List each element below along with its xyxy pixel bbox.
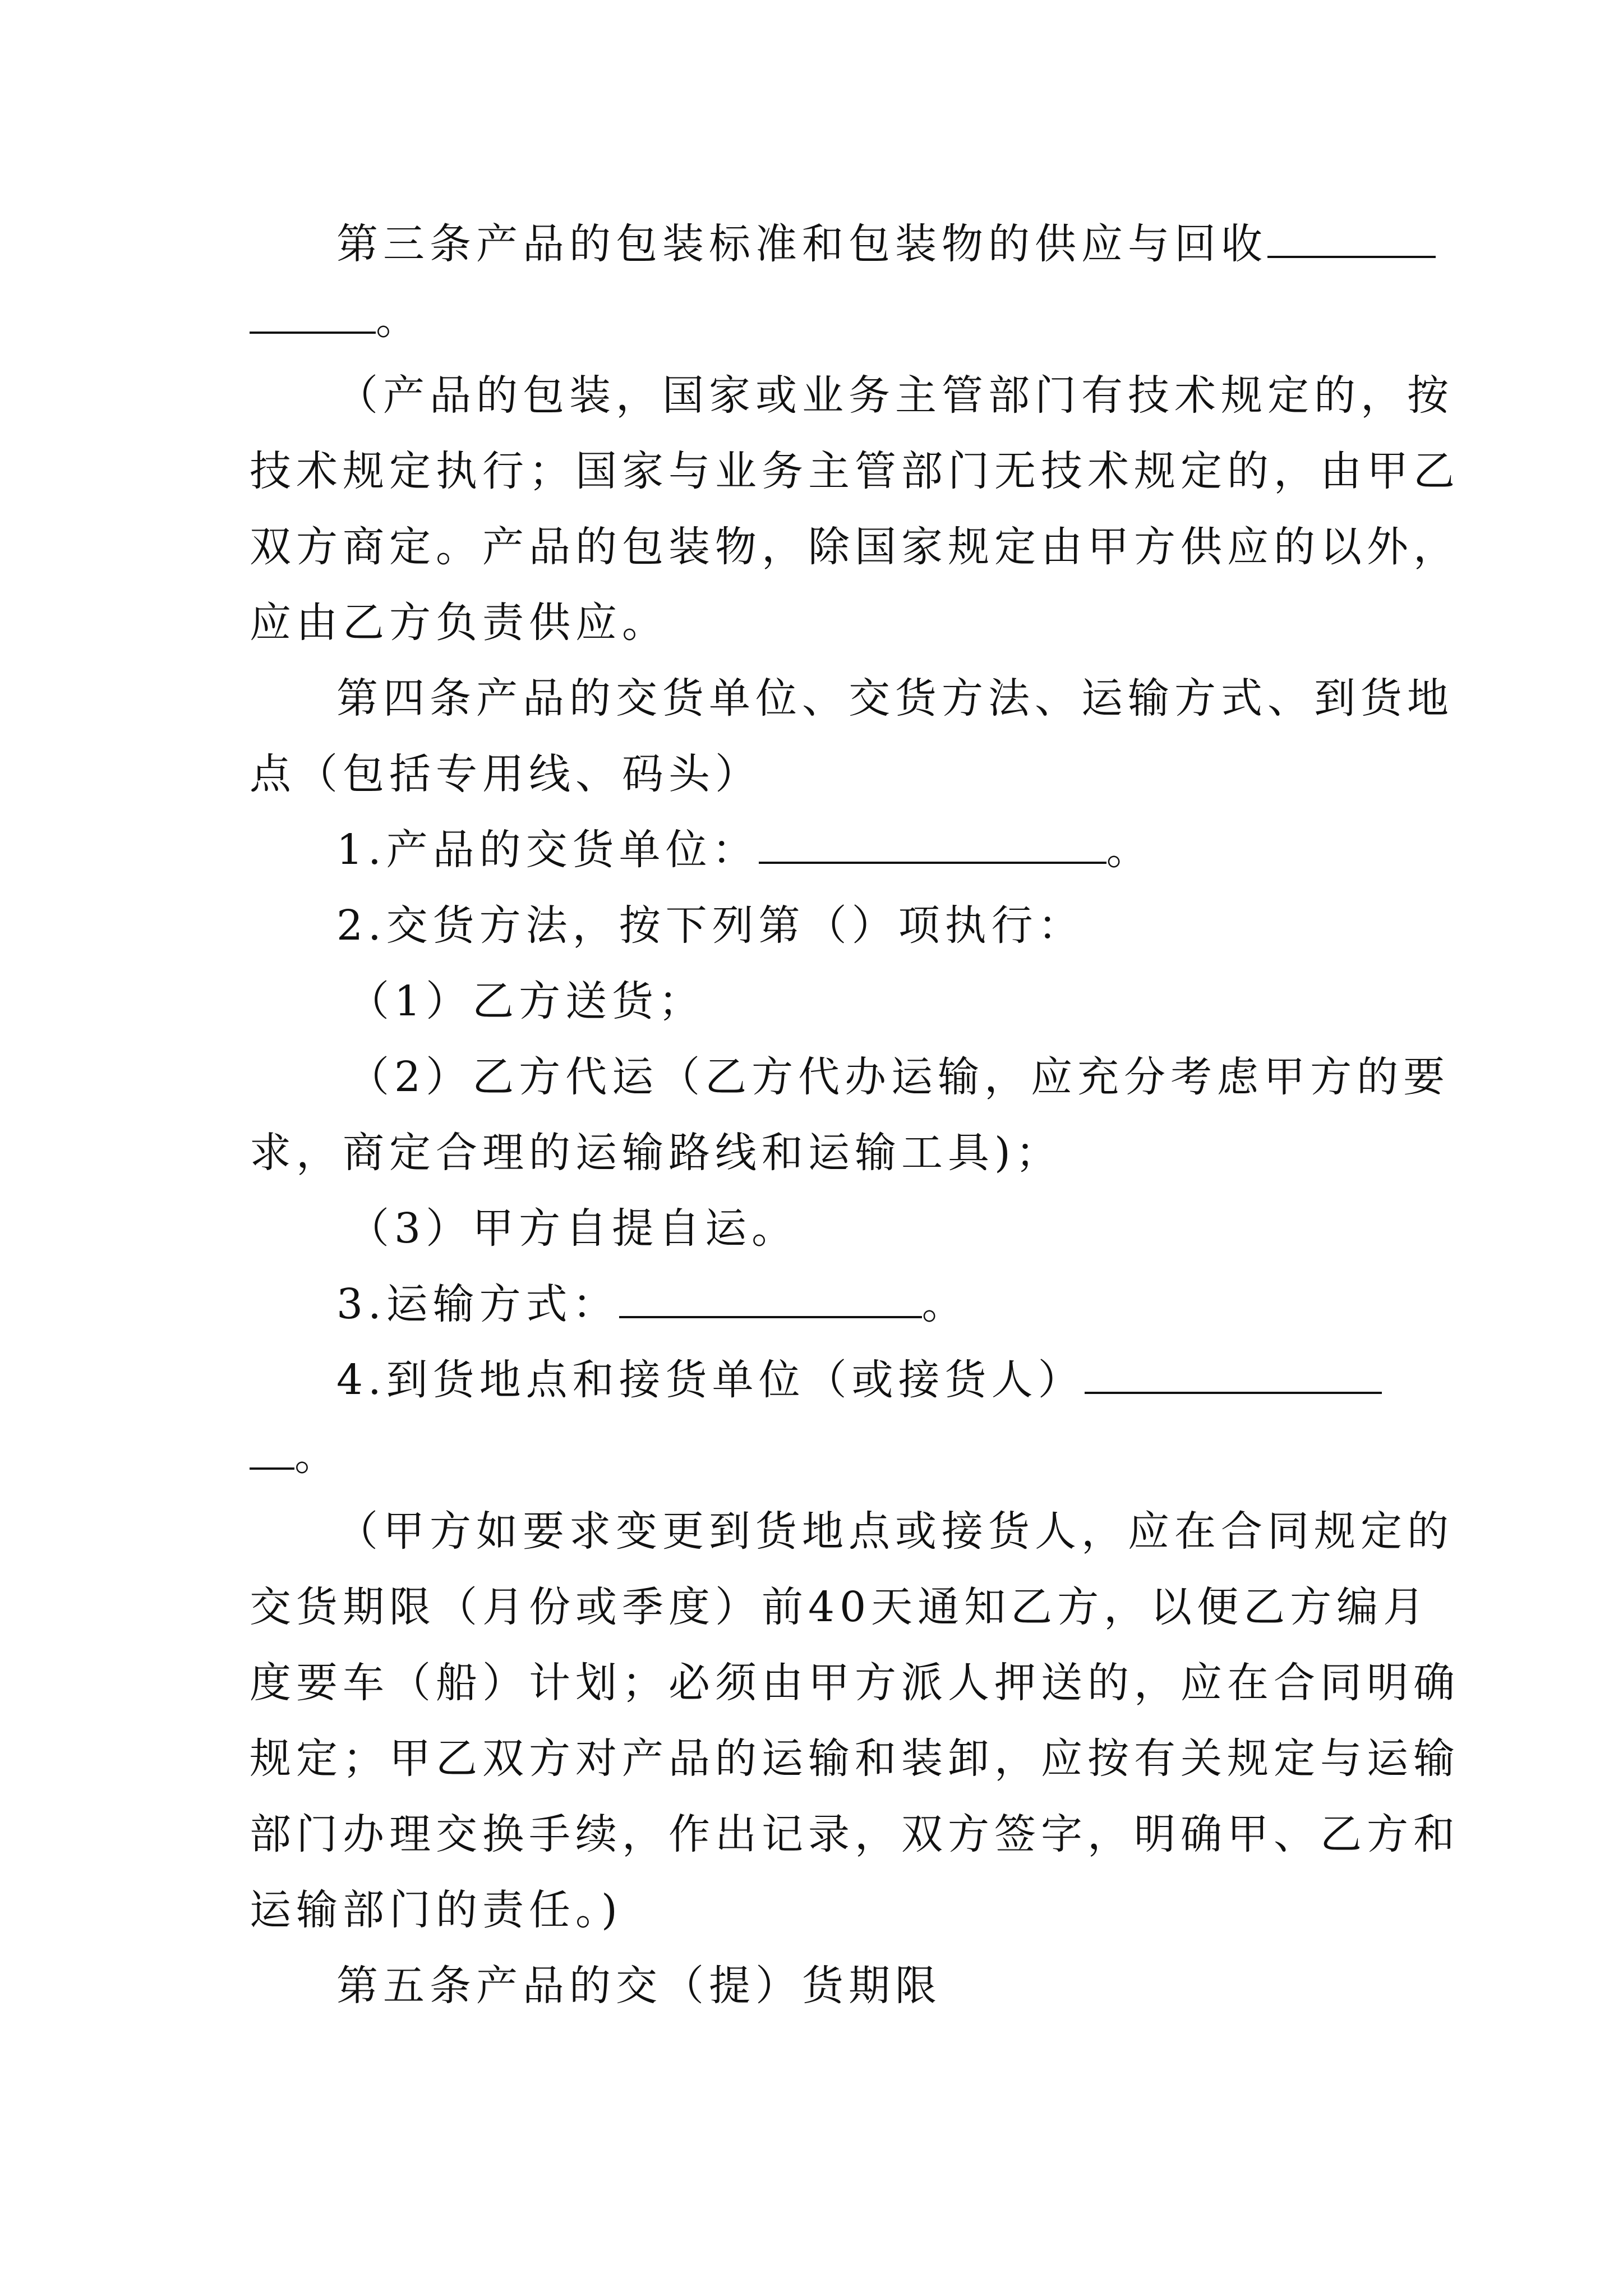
item-4-label: 4.到货地点和接货单位（或接货人） xyxy=(336,1356,1085,1404)
item-3 xyxy=(336,1276,969,1332)
article-3-note-line: 技术规定执行；国家与业务主管部门无技术规定的，由甲乙 xyxy=(250,447,1460,495)
fill-blank[interactable] xyxy=(250,1428,294,1470)
article-3-heading-cont xyxy=(250,292,422,348)
fill-blank[interactable] xyxy=(759,822,1106,864)
period: 。 xyxy=(1106,826,1153,874)
article-3-note-line: 应由乙方负责供应。 xyxy=(250,599,668,647)
item-4-note-line: （甲方如要求变更到货地点或接货人，应在合同规定的 xyxy=(336,1507,1454,1556)
article-4-heading-cont: 点（包括专用线、码头） xyxy=(250,750,762,798)
fill-blank[interactable] xyxy=(619,1277,922,1318)
article-4-heading: 第四条产品的交货单位、交货方法、运输方式、到货地 xyxy=(336,674,1454,723)
article-3-heading xyxy=(336,216,1436,272)
article-3-note-line: 双方商定。产品的包装物，除国家规定由甲方供应的以外， xyxy=(250,523,1460,571)
item-3-label: 3.运输方式： xyxy=(336,1280,619,1328)
fill-blank[interactable] xyxy=(1267,217,1436,258)
item-1-label: 1.产品的交货单位： xyxy=(336,826,759,874)
option-2-cont: 求，商定合理的运输路线和运输工具)； xyxy=(250,1129,1062,1177)
period: 。 xyxy=(376,296,422,344)
item-4-note-line: 规定；甲乙双方对产品的运输和装卸，应按有关规定与运输 xyxy=(250,1734,1460,1783)
option-2: （2）乙方代运（乙方代办运输，应充分考虑甲方的要 xyxy=(348,1053,1450,1101)
option-3: （3）甲方自提自运。 xyxy=(348,1204,799,1253)
item-4-note-line: 交货期限（月份或季度）前40天通知乙方，以便乙方编月 xyxy=(250,1583,1430,1631)
period: 。 xyxy=(921,1280,969,1328)
item-4-note-line: 运输部门的责任。) xyxy=(250,1886,623,1934)
article-5-heading: 第五条产品的交（提）货期限 xyxy=(336,1962,942,2010)
item-4-cont xyxy=(250,1428,341,1484)
fill-blank[interactable] xyxy=(250,292,376,334)
period: 。 xyxy=(294,1432,341,1480)
article-3-title: 第三条产品的包装标准和包装物的供应与回收 xyxy=(336,220,1267,268)
item-1 xyxy=(336,822,1153,878)
fill-blank[interactable] xyxy=(1085,1352,1382,1394)
item-4 xyxy=(336,1352,1382,1408)
item-4-note-line: 度要车（船）计划；必须由甲方派人押送的，应在合同明确 xyxy=(250,1659,1460,1707)
item-4-note-line: 部门办理交换手续，作出记录，双方签字，明确甲、乙方和 xyxy=(250,1810,1460,1858)
item-2: 2.交货方法，按下列第（）项执行： xyxy=(336,901,1085,950)
article-3-note-line: （产品的包装，国家或业务主管部门有技术规定的，按 xyxy=(336,371,1454,420)
option-1: （1）乙方送货； xyxy=(348,977,706,1025)
